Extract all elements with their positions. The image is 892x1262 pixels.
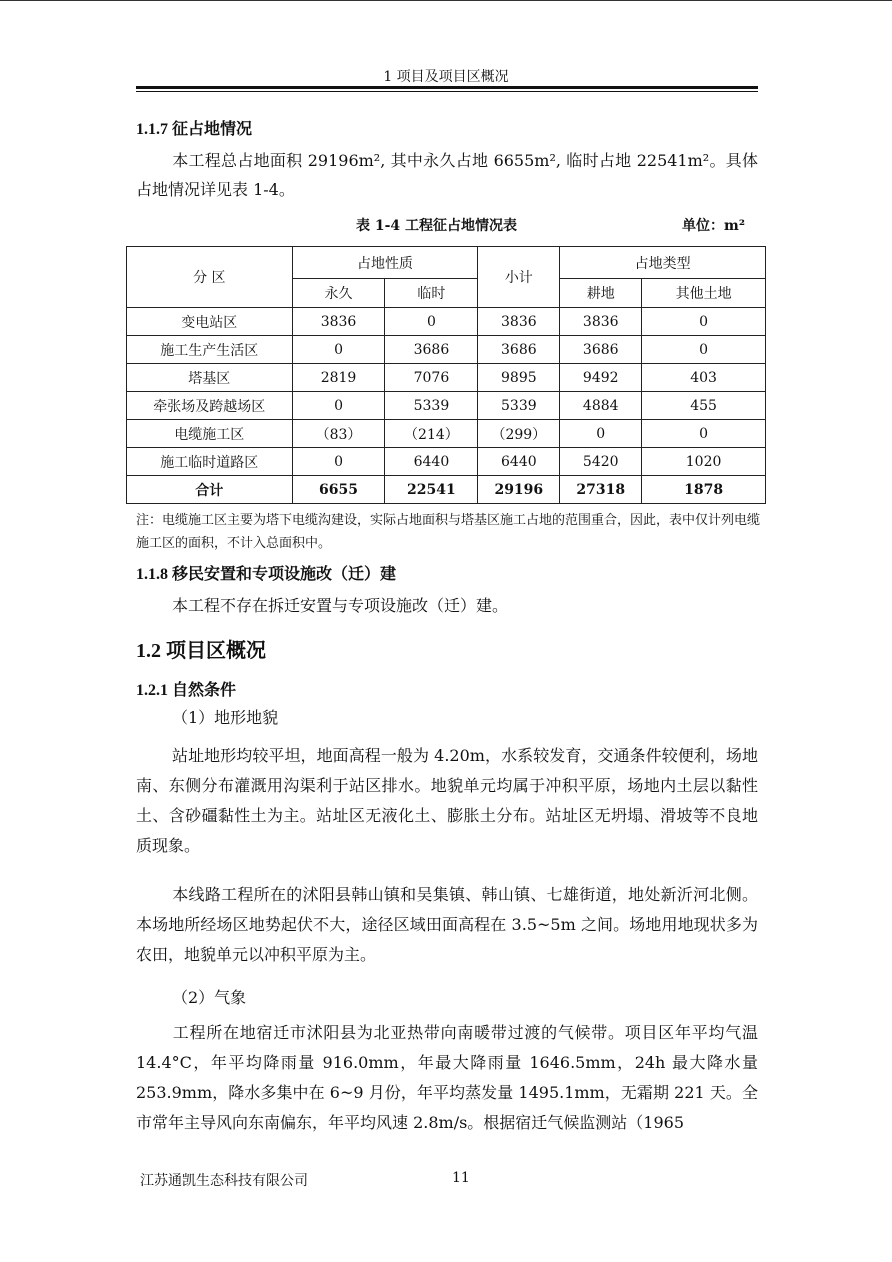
header-farmland: 耕地	[560, 279, 642, 308]
cell-temporary: 0	[385, 308, 478, 336]
cell-temporary: （214）	[385, 420, 478, 448]
subheading-terrain: （1）地形地貌	[172, 708, 279, 727]
table-unit: 单位：m²	[682, 218, 745, 234]
cell-permanent: （83）	[292, 420, 385, 448]
section-heading-1-2: 1.2 项目区概况	[136, 640, 266, 662]
cell-subtotal: 3686	[478, 336, 560, 364]
table-total-row	[127, 476, 766, 504]
footer-company: 江苏通凯生态科技有限公司	[140, 1173, 308, 1189]
cell-farmland: 5420	[560, 448, 642, 476]
header-other-land: 其他土地	[642, 279, 766, 308]
cell-other: 1878	[642, 476, 766, 504]
header-land-nature: 占地性质	[292, 247, 478, 279]
cell-other: 455	[642, 392, 766, 420]
header-zone: 分 区	[127, 247, 293, 308]
cell-subtotal: 29196	[478, 476, 560, 504]
header-permanent: 永久	[292, 279, 385, 308]
cell-zone: 牵张场及跨越场区	[127, 392, 293, 420]
paragraph-route-terrain: 本线路工程所在的沭阳县韩山镇和吴集镇、韩山镇、七雄街道，地处新沂河北侧。本场地所经场区地势起伏不大，途径区域田面高程在 3.5~5m 之间。场地用地现状多为农田，地貌单元以冲积平原为主。	[136, 885, 758, 964]
cell-farmland: 4884	[560, 392, 642, 420]
paragraph-land-area: 本工程总占地面积 29196m², 其中永久占地 6655m², 临时占地 22541m²。具体占地情况详见表 1-4。	[136, 151, 758, 199]
cell-farmland: 3836	[560, 308, 642, 336]
cell-zone: 塔基区	[127, 364, 293, 392]
cell-permanent: 6655	[292, 476, 385, 504]
cell-other: 0	[642, 420, 766, 448]
table-caption: 表 1-4 工程征占地情况表	[356, 218, 518, 234]
cell-zone: 施工临时道路区	[127, 448, 293, 476]
cell-permanent: 0	[292, 448, 385, 476]
header-land-type: 占地类型	[560, 247, 766, 279]
cell-subtotal: 9895	[478, 364, 560, 392]
page-number: 11	[452, 1170, 470, 1186]
cell-subtotal: 3836	[478, 308, 560, 336]
paragraph-climate: 工程所在地宿迁市沭阳县为北亚热带向南暖带过渡的气候带。项目区年平均气温 14.4°C，年平均降雨量 916.0mm，年最大降雨量 1646.5mm，24h 最大降水量 253.9mm，降水多集中在 6~9 月份，年平均蒸发量 1495.1mm，无霜期 221 天。全市常年主导风向东南偏东，年平均风速 2.8m/s。根据宿迁气候监测站（1965	[136, 1023, 758, 1132]
cell-permanent: 0	[292, 392, 385, 420]
cell-zone: 电缆施工区	[127, 420, 293, 448]
cell-temporary: 7076	[385, 364, 478, 392]
cell-subtotal: 5339	[478, 392, 560, 420]
table-row	[127, 448, 766, 476]
cell-farmland: 27318	[560, 476, 642, 504]
subheading-climate: （2）气象	[172, 988, 247, 1007]
cell-permanent: 0	[292, 336, 385, 364]
cell-subtotal: （299）	[478, 420, 560, 448]
cell-farmland: 3686	[560, 336, 642, 364]
land-use-table	[126, 246, 766, 504]
cell-farmland: 9492	[560, 364, 642, 392]
cell-permanent: 2819	[292, 364, 385, 392]
cell-permanent: 3836	[292, 308, 385, 336]
paragraph-resettlement: 本工程不存在拆迁安置与专项设施改（迁）建。	[172, 596, 509, 615]
section-heading-1-1-8: 1.1.8 移民安置和专项设施改（迁）建	[136, 566, 397, 583]
cell-temporary: 6440	[385, 448, 478, 476]
cell-other: 0	[642, 336, 766, 364]
cell-temporary: 22541	[385, 476, 478, 504]
paragraph-terrain: 站址地形均较平坦，地面高程一般为 4.20m，水系较发育，交通条件较便利，场地南、东侧分布灌溉用沟渠利于站区排水。地貌单元均属于冲积平原，场地内土层以黏性土、含砂礓黏性土为主。站址区无液化土、膨胀土分布。站址区无坍塌、滑坡等不良地质现象。	[136, 746, 758, 855]
cell-other: 0	[642, 308, 766, 336]
running-header: 1 项目及项目区概况	[383, 69, 509, 85]
header-subtotal: 小计	[478, 247, 560, 308]
section-heading-1-2-1: 1.2.1 自然条件	[136, 682, 237, 699]
cell-other: 403	[642, 364, 766, 392]
table-note: 注：电缆施工区主要为塔下电缆沟建设，实际占地面积与塔基区施工占地的范围重合，因此，表中仅计列电缆施工区的面积，不计入总面积中。	[136, 513, 761, 551]
cell-temporary: 3686	[385, 336, 478, 364]
table-row	[127, 336, 766, 364]
cell-zone: 变电站区	[127, 308, 293, 336]
cell-subtotal: 6440	[478, 448, 560, 476]
header-rule-thin	[136, 91, 758, 92]
top-border	[0, 0, 892, 1]
cell-zone: 施工生产生活区	[127, 336, 293, 364]
section-heading-1-1-7: 1.1.7 征占地情况	[136, 121, 253, 138]
cell-zone: 合计	[127, 476, 293, 504]
cell-temporary: 5339	[385, 392, 478, 420]
table-row	[127, 392, 766, 420]
cell-farmland: 0	[560, 420, 642, 448]
table-row	[127, 420, 766, 448]
table-row	[127, 308, 766, 336]
header-rule-thick	[136, 86, 758, 89]
cell-other: 1020	[642, 448, 766, 476]
table-row	[127, 364, 766, 392]
header-temporary: 临时	[385, 279, 478, 308]
